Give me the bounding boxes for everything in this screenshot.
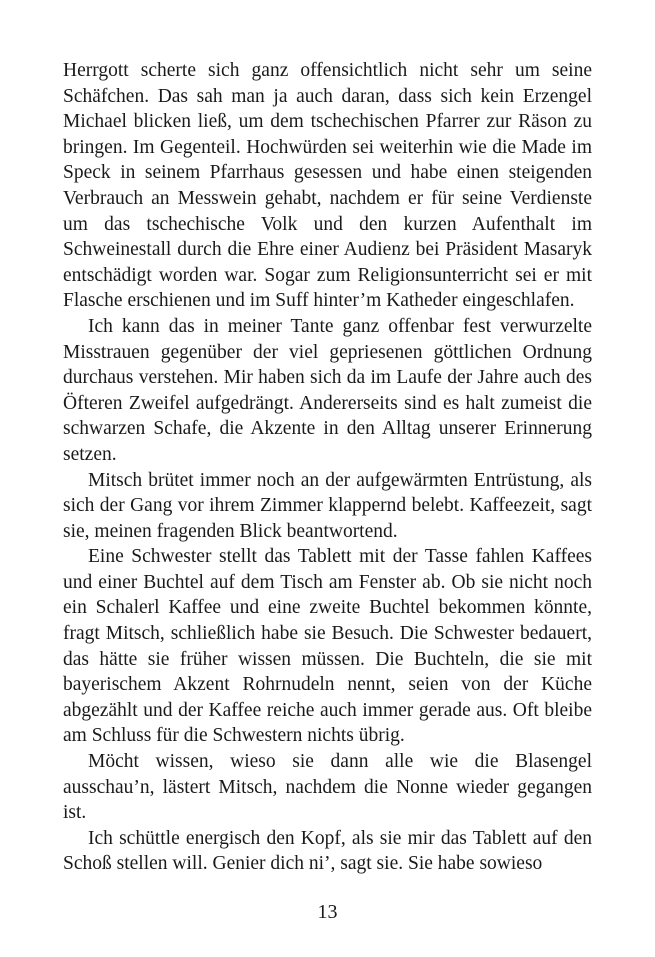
- paragraph-3: Mitsch brütet immer noch an der aufgewärmten Entrüstung, als sich der Gang vor ihrem Zimmer klappernd belebt. Kaffeezeit, sagt sie, meinen fragenden Blick beantwortend.: [63, 469, 592, 542]
- paragraph-1: Herrgott scherte sich ganz offensichtlich nicht sehr um seine Schäfchen. Das sah man ja auch daran, dass sich kein Erzengel Michael blicken ließ, um dem tschechischen Pfarrer zur Räson zu bringen. Im Gegenteil. Hochwürden sei weiterhin wie die Made im Speck in seinem Pfarrhaus gesessen und habe einen steigenden Verbrauch an Messwein gehabt, nachdem er für seine Verdienste um das tschechische Volk und den kurzen Aufenthalt im Schweinestall durch die Ehre einer Audienz bei Präsident Masaryk entschädigt worden war. Sogar zum Religionsunterricht sei er mit Flasche erschienen und im Suff hinter’m Katheder eingeschlafen.: [63, 60, 592, 312]
- page-body: [63, 58, 592, 877]
- paragraph-2: Ich kann das in meiner Tante ganz offenbar fest verwurzelte Misstrauen gegenüber der viel gepriesenen göttlichen Ordnung durchaus verstehen. Mir haben sich da im Laufe der Jahre auch des Öfteren Zweifel aufgedrängt. Andererseits sind es halt zumeist die schwarzen Schafe, die Akzente in den Alltag unserer Erinnerung setzen.: [63, 315, 592, 465]
- page-number: 13: [317, 901, 338, 923]
- paragraph-6: Ich schüttle energisch den Kopf, als sie mir das Tablett auf den Schoß stellen will. Genier dich ni’, sagt sie. Sie habe sowieso: [63, 827, 592, 875]
- paragraph-4: Eine Schwester stellt das Tablett mit der Tasse fahlen Kaffees und einer Buchtel auf dem Tisch am Fenster ab. Ob sie nicht noch ein Schalerl Kaffee und eine zweite Buchtel bekommen könnte, fragt Mitsch, schließlich habe sie Besuch. Die Schwester bedauert, das hätte sie früher wissen müssen. Die Buchteln, die sie mit bayerischem Akzent Rohrnudeln nennt, seien von der Küche abgezählt und der Kaffee reiche auch immer gerade aus. Oft bleibe am Schluss für die Schwestern nichts übrig.: [63, 546, 592, 747]
- paragraph-5: Möcht wissen, wieso sie dann alle wie die Blasengel ausschau’n, lästert Mitsch, nachdem die Nonne wieder gegangen ist.: [63, 751, 592, 824]
